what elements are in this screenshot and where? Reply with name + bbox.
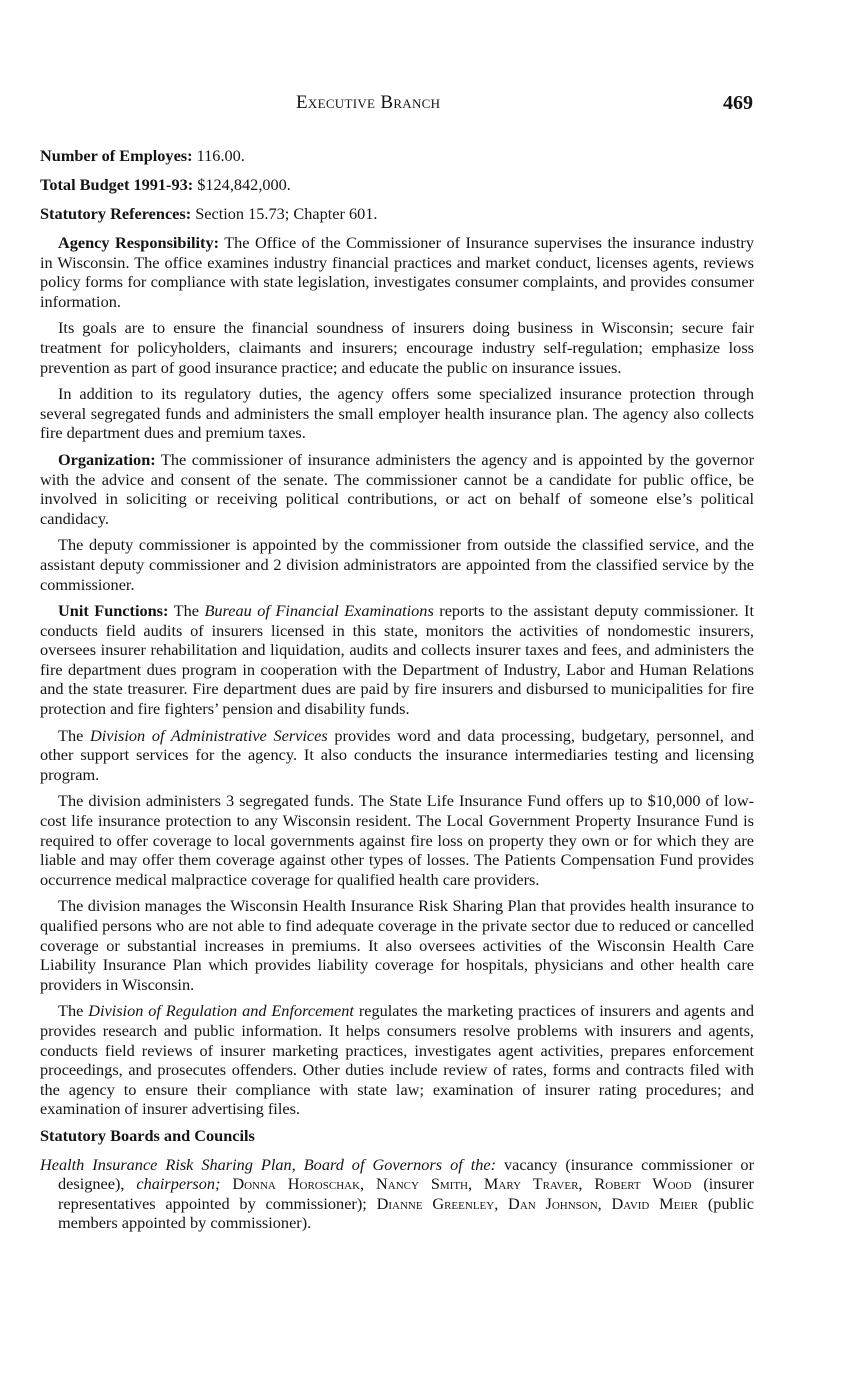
units-paragraph-2: The Division of Administrative Services provides word and data processing, budgetary, personnel, and other support services for the agency. It also conducts the insurance intermediaries testing and licensing program.: [40, 725, 754, 784]
page-number: 469: [723, 92, 753, 114]
public-members: Dianne Greenley, Dan Johnson, David Meier: [376, 1193, 699, 1213]
employees-label: Number of Employes:: [40, 146, 193, 165]
agency-paragraph-3: In addition to its regulatory duties, the agency offers some specialized insurance protection through several segregated funds and administers the small employer health insurance plan. The agency also collects fire department dues and premium taxes.: [40, 384, 754, 443]
budget-value: $124,842,000.: [193, 175, 291, 194]
agency-paragraph-1: Agency Responsibility: The Office of the Commissioner of Insurance supervises the insurance industry in Wisconsin. The office examines industry financial practices and market conduct, licenses agents, reviews policy forms for compliance with state legislation, investigates consumer complaints, and provides consumer information.: [40, 233, 754, 311]
organization-paragraph-2: The deputy commissioner is appointed by the commissioner from outside the classified service, and the assistant deputy commissioner and 2 division administrators are appointed from the classified service by the commissioner.: [40, 535, 754, 594]
statutes-label: Statutory References:: [40, 204, 192, 223]
board-name: Health Insurance Risk Sharing Plan, Board of Governors of the:: [40, 1154, 497, 1174]
units-paragraph-3: The division administers 3 segregated funds. The State Life Insurance Fund offers up to $10,000 of low-cost life insurance protection to any Wisconsin resident. The Local Government Property Insurance Fund is required to offer coverage to local governments against fire loss on property they own or for which they are liable and may offer them coverage against other types of losses. The Patients Compensation Fund provides occurrence medical malpractice coverage for qualified health care providers.: [40, 791, 754, 889]
agency-paragraph-2: Its goals are to ensure the financial soundness of insurers doing business in Wisconsin; secure fair treatment for policyholders, claimants and insurers; encourage industry self-regulation; emphasize loss prevention as part of good insurance practice; and educate the public on insurance issues.: [40, 318, 754, 377]
body-text: [40, 233, 754, 1240]
budget-line: [40, 175, 291, 195]
employees-line: [40, 146, 245, 166]
budget-label: Total Budget 1991-93:: [40, 175, 194, 194]
agency-label: Agency Responsibility:: [58, 233, 220, 252]
board-entry: Health Insurance Risk Sharing Plan, Board of Governors of the: vacancy (insurance commissioner or designee), chairperson; Donna Horoschak, Nancy Smith, Mary Traver, Robert Wood (insurer representatives appointed by commissioner); Dianne Greenley, Dan Johnson, David Meier (public members appointed by commissioner).: [40, 1154, 754, 1233]
units-paragraph-1: Unit Functions: The Bureau of Financial Examinations reports to the assistant deputy commissioner. It conducts field audits of insurers licensed in this state, monitors the activities of nondomestic insurers, oversees insurer rehabilitation and liquidation, audits and collects insurer taxes and fees, and administers the fire department dues program in cooperation with the Department of Industry, Labor and Human Relations and the state treasurer. Fire department dues are paid by fire insurers and disbursed to municipalities for fire protection and fire fighters’ pension and disability funds.: [40, 601, 754, 719]
units-paragraph-4: The division manages the Wisconsin Health Insurance Risk Sharing Plan that provides health insurance to qualified persons who are not able to find adequate coverage in the private sector due to reduced or cancelled coverage or substantial increases in premiums. It also oversees activities of the Wisconsin Health Care Liability Insurance Plan which provides liability coverage for hospitals, physicians and other health care providers in Wisconsin.: [40, 896, 754, 994]
division-regulation-name: Division of Regulation and Enforcement: [88, 1001, 354, 1021]
statutes-line: [40, 204, 377, 224]
units-paragraph-5: The Division of Regulation and Enforcement regulates the marketing practices of insurers and agents and provides research and public information. It helps consumers resolve problems with insurers and agents, conducts field reviews of insurer marketing practices, investigates agent activities, prepares enforcement proceedings, and prosecutes offenders. Other duties include review of rates, forms and contracts filed with the agency to ensure their compliance with state law; examination of insurer rating procedures; and examination of insurer advertising files.: [40, 1001, 754, 1119]
employees-value: 116.00.: [192, 146, 245, 165]
organization-paragraph-1: Organization: The commissioner of insurance administers the agency and is appointed by the governor with the advice and consent of the senate. The commissioner cannot be a candidate for public office, be involved in soliciting or receiving political contributions, or act on behalf of someone else’s political candidacy.: [40, 449, 754, 528]
statutes-value: Section 15.73; Chapter 601.: [191, 204, 378, 223]
bureau-name: Bureau of Financial Examinations: [204, 601, 434, 621]
chairperson-label: chairperson;: [136, 1174, 221, 1194]
units-label: Unit Functions:: [58, 601, 169, 621]
boards-heading: Statutory Boards and Councils: [40, 1125, 255, 1145]
running-title: Executive Branch: [296, 92, 441, 113]
organization-label: Organization:: [58, 449, 156, 469]
division-admin-name: Division of Administrative Services: [90, 725, 328, 745]
insurer-representatives: Donna Horoschak, Nancy Smith, Mary Traver, Robert Wood: [232, 1174, 692, 1194]
running-head: [0, 92, 859, 118]
